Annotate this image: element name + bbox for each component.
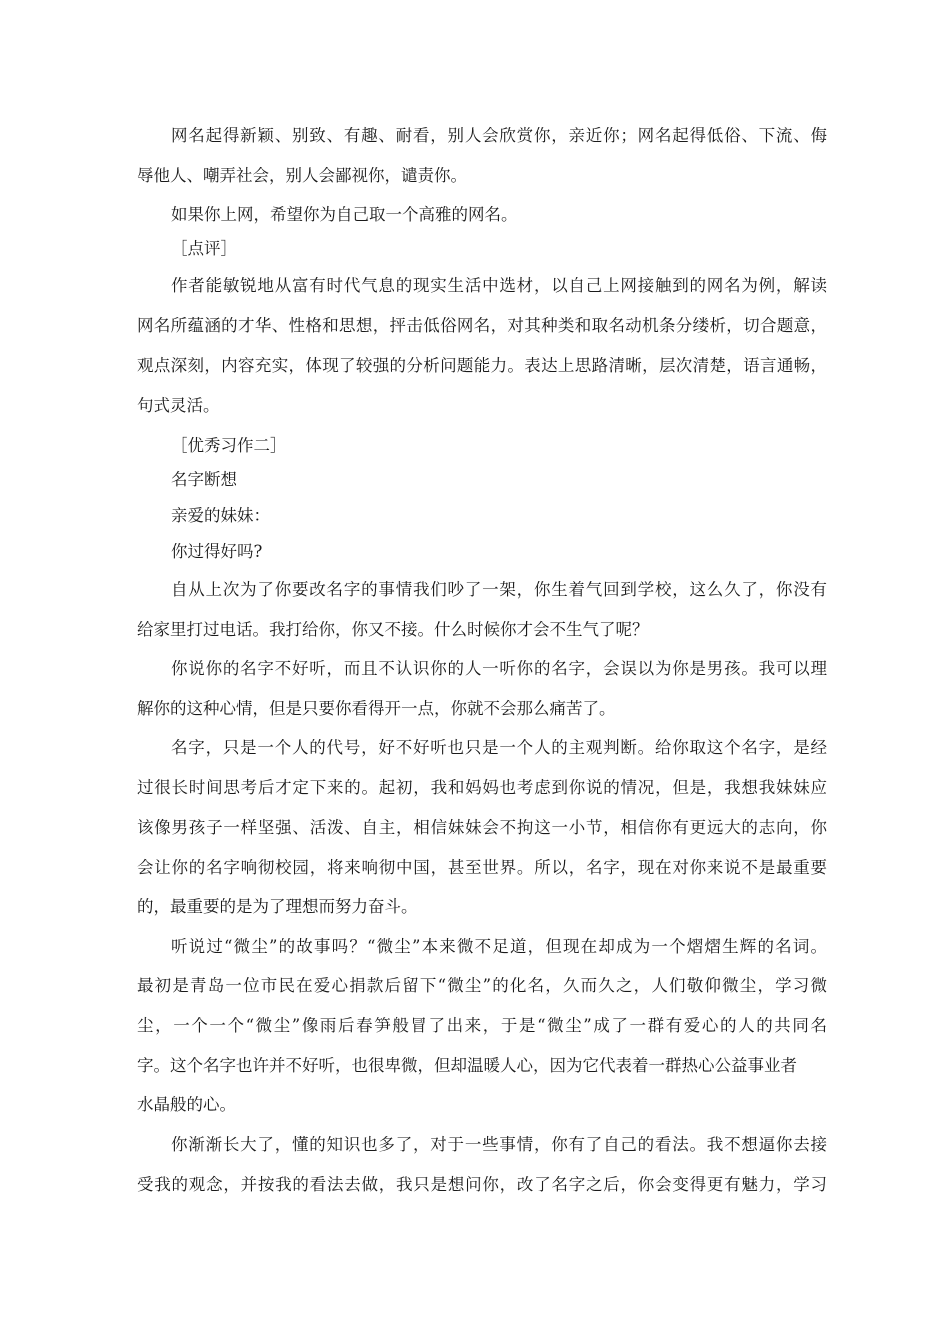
text-line: 该像男孩子一样坚强、活泼、自主，相信妹妹会不拘这一小节，相信你有更远大的志向，你 (137, 818, 827, 837)
text-line: 观点深刻，内容充实，体现了较强的分析问题能力。表达上思路清晰，层次清楚，语言通畅， (137, 356, 827, 375)
text-line: 给家里打过电话。我打给你，你又不接。什么时候你才会不生气了呢？ (137, 620, 649, 639)
text-line: 尘，一个一个“微尘”像雨后春笋般冒了出来，于是“微尘”成了一群有爱心的人的共同名 (137, 1016, 827, 1035)
text-line: 会让你的名字响彻校园，将来响彻中国，甚至世界。所以，名字，现在对你来说不是最重要 (137, 858, 827, 877)
salutation: 亲爱的妹妹： (171, 506, 270, 525)
text-line: 听说过“微尘”的故事吗？“微尘”本来微不足道，但现在却成为一个熠熠生辉的名词。 (171, 937, 827, 956)
section-label: ［点评］ (171, 239, 237, 258)
text-line: 过很长时间思考后才定下来的。起初，我和妈妈也考虑到你说的情况，但是，我想我妹妹应 (137, 778, 827, 797)
text-line: 如果你上网，希望你为自己取一个高雅的网名。 (171, 205, 518, 224)
text-line: 句式灵活。 (137, 396, 220, 415)
text-line: 自从上次为了你要改名字的事情我们吵了一架，你生着气回到学校，这么久了，你没有 (171, 580, 827, 599)
text-line: 名字，只是一个人的代号，好不好听也只是一个人的主观判断。给你取这个名字，是经 (171, 738, 827, 757)
text-line: 网名所蕴涵的才华、性格和思想，抨击低俗网名，对其种类和取名动机条分缕析，切合题意， (137, 316, 827, 335)
text-line: 你渐渐长大了，懂的知识也多了，对于一些事情，你有了自己的看法。我不想逼你去接 (171, 1135, 827, 1154)
essay-title: 名字断想 (171, 470, 237, 489)
text-line: 你过得好吗? (171, 542, 263, 561)
section-label: ［优秀习作二］ (171, 436, 287, 455)
text-line: 水晶般的心。 (137, 1095, 236, 1114)
text-line: 字。这个名字也许并不好听，也很卑微，但却温暖人心，因为它代表着一群热心公益事业者 (137, 1056, 797, 1075)
text-line: 的，最重要的是为了理想而努力奋斗。 (137, 897, 418, 916)
text-line: 最初是青岛一位市民在爱心捐款后留下“微尘”的化名，久而久之，人们敬仰微尘，学习微 (137, 976, 827, 995)
text-line: 受我的观念，并按我的看法去做，我只是想问你，改了名字之后，你会变得更有魅力，学习 (137, 1175, 827, 1194)
text-line: 作者能敏锐地从富有时代气息的现实生活中选材，以自己上网接触到的网名为例，解读 (171, 276, 827, 295)
text-line: 解你的这种心情，但是只要你看得开一点，你就不会那么痛苦了。 (137, 699, 616, 718)
text-line: 你说你的名字不好听，而且不认识你的人一听你的名字，会误以为你是男孩。我可以理 (171, 659, 827, 678)
text-line: 网名起得新颖、别致、有趣、耐看，别人会欣赏你，亲近你；网名起得低俗、下流、侮 (171, 126, 827, 145)
text-line: 辱他人、嘲弄社会，别人会鄙视你，谴责你。 (137, 166, 467, 185)
